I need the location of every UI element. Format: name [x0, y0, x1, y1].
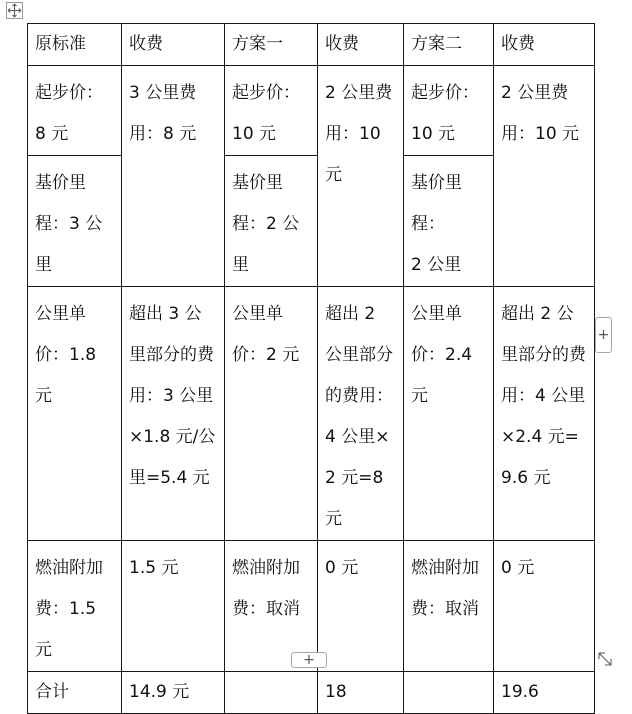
table-cell[interactable]: [28, 287, 122, 541]
table-cell[interactable]: [225, 672, 318, 714]
table-cell[interactable]: [318, 287, 404, 541]
table-header-cell[interactable]: [225, 24, 318, 66]
cell-text: 0 元: [325, 558, 359, 578]
cell-text: 方案二: [411, 34, 462, 54]
table-cell[interactable]: [28, 156, 122, 287]
cell-text: 收费: [501, 34, 535, 54]
cell-text: 基价里程：3 公里: [35, 173, 103, 275]
table-cell[interactable]: [225, 156, 318, 287]
table-cell[interactable]: [122, 66, 225, 287]
cell-text: 起步价： 10 元: [411, 83, 479, 144]
cell-text: 超出 3 公里部分的费用：3 公里×1.8 元/公里=5.4 元: [129, 304, 216, 488]
table-cell[interactable]: [494, 541, 595, 672]
cell-text: 19.6: [501, 682, 539, 702]
table-cell[interactable]: [404, 672, 494, 714]
table-row: [28, 66, 595, 156]
table-cell[interactable]: [225, 287, 318, 541]
cell-text: 燃油附加费：取消: [232, 558, 300, 619]
cell-text: 燃油附加费：1.5 元: [35, 558, 103, 660]
cell-text: 方案一: [232, 34, 283, 54]
table-row: [28, 672, 595, 714]
table-cell[interactable]: [404, 541, 494, 672]
table-cell[interactable]: [28, 541, 122, 672]
table-cell[interactable]: [318, 66, 404, 287]
table-resize-handle-icon[interactable]: [597, 651, 613, 667]
add-column-button[interactable]: +: [595, 317, 612, 353]
table-cell[interactable]: [404, 287, 494, 541]
table-header-cell[interactable]: [404, 24, 494, 66]
table-cell[interactable]: [122, 287, 225, 541]
cell-text: 2 公里费用：10 元: [501, 83, 580, 144]
cell-text: 2 公里费用：10 元: [325, 83, 393, 185]
add-row-button[interactable]: +: [291, 652, 327, 668]
cell-text: 14.9 元: [129, 682, 190, 702]
cell-text: 公里单价：2.4 元: [411, 304, 478, 406]
table-header-cell[interactable]: [318, 24, 404, 66]
table-cell[interactable]: [122, 541, 225, 672]
cell-text: 18: [325, 682, 347, 702]
table-header-cell[interactable]: [122, 24, 225, 66]
fare-comparison-table[interactable]: [27, 23, 595, 714]
table-cell[interactable]: [28, 672, 122, 714]
table-row: [28, 24, 595, 66]
fare-comparison-table-container: [27, 23, 595, 714]
table-cell[interactable]: [28, 66, 122, 156]
cell-text: 0 元: [501, 558, 535, 578]
table-move-handle-icon[interactable]: [6, 2, 23, 19]
cell-text: 公里单价：1.8 元: [35, 304, 102, 406]
cell-text: 燃油附加费：取消: [411, 558, 479, 619]
table-cell[interactable]: [318, 541, 404, 672]
cell-text: 合计: [35, 682, 69, 702]
table-row: [28, 287, 595, 541]
table-cell[interactable]: [404, 66, 494, 156]
table-header-cell[interactable]: [494, 24, 595, 66]
cell-text: 收费: [129, 34, 163, 54]
table-cell[interactable]: [318, 672, 404, 714]
cell-text: 起步价： 8 元: [35, 83, 103, 144]
cell-text: 基价里程：2 公里: [232, 173, 300, 275]
cell-text: 1.5 元: [129, 558, 179, 578]
cell-text: 3 公里费用：8 元: [129, 83, 197, 144]
table-header-cell[interactable]: [28, 24, 122, 66]
cell-text: 收费: [325, 34, 359, 54]
cell-text: 公里单价：2 元: [232, 304, 300, 365]
table-cell[interactable]: [122, 672, 225, 714]
table-cell[interactable]: [494, 287, 595, 541]
cell-text: 超出 2 公里部分的费用：4 公里×2.4 元=9.6 元: [501, 304, 586, 488]
table-cell[interactable]: [225, 66, 318, 156]
cell-text: 起步价： 10 元: [232, 83, 300, 144]
cell-text: 超出 2 公里部分的费用：4 公里×2 元=8 元: [325, 304, 393, 529]
cell-text: 基价里 程： 2 公里: [411, 173, 462, 275]
table-cell[interactable]: [404, 156, 494, 287]
table-cell[interactable]: [494, 66, 595, 287]
table-cell[interactable]: [494, 672, 595, 714]
cell-text: 原标准: [35, 34, 86, 54]
